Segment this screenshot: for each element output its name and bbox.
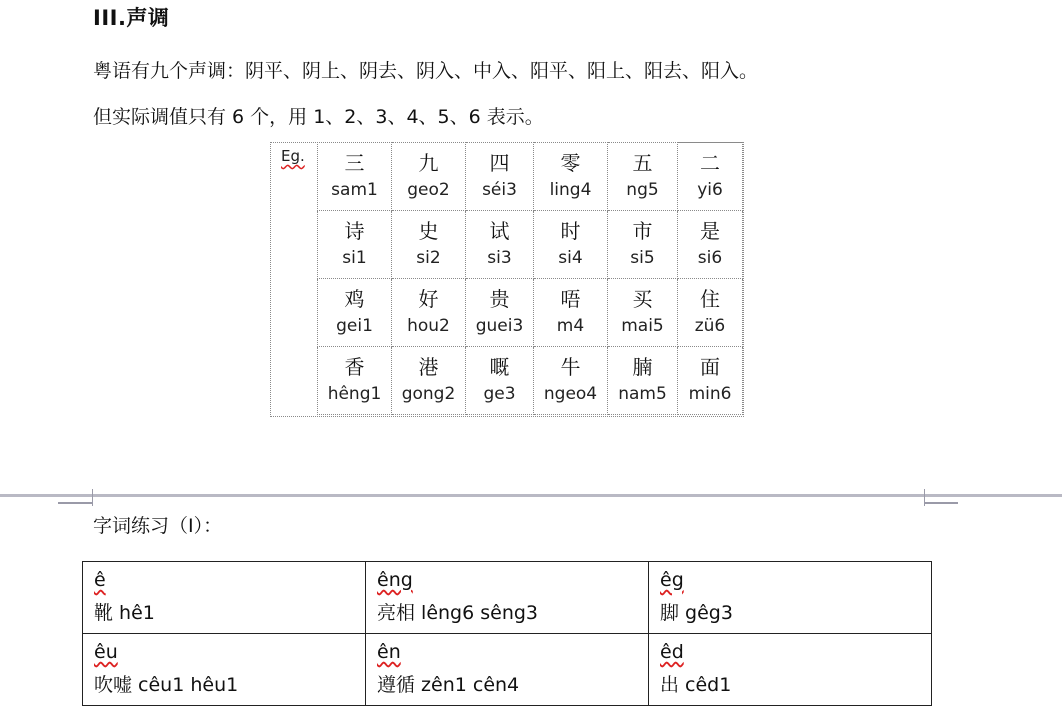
tone-char: 九 [418, 151, 439, 175]
tone-romanization: yi6 [697, 180, 723, 200]
tone-romanization: gei1 [336, 316, 373, 336]
tone-char: 五 [632, 151, 653, 175]
tone-cell [392, 143, 466, 211]
tone-char: 买 [632, 287, 653, 311]
tone-cell [534, 279, 608, 347]
tone-romanization: ng5 [626, 180, 659, 200]
tone-cell [678, 211, 743, 279]
tone-row [318, 279, 743, 347]
tone-romanization: sam1 [331, 180, 378, 200]
tone-char: 住 [700, 287, 720, 311]
paragraph-tone-values: 但实际调值只有 6 个，用 1、2、3、4、5、6 表示。 [93, 106, 544, 128]
tone-cell [534, 211, 608, 279]
example-word: 吹嘘 cêu1 hêu1 [94, 674, 239, 696]
syllable: êd [660, 641, 684, 663]
tone-char: 好 [418, 287, 439, 311]
tone-romanization: mai5 [621, 316, 664, 336]
tone-char: 试 [489, 219, 510, 243]
tone-row [318, 143, 743, 211]
tone-row [318, 347, 743, 415]
tone-romanization: si4 [558, 248, 583, 268]
tone-char: 牛 [560, 355, 581, 379]
tone-cell [678, 143, 743, 211]
tone-romanization: hêng1 [327, 384, 382, 404]
table-row [83, 562, 932, 634]
tone-romanization: nam5 [618, 384, 667, 404]
page-corner-mark [924, 489, 958, 503]
tone-grid [317, 142, 743, 415]
tone-cell [466, 347, 534, 415]
example-word: 脚 gêg3 [660, 602, 733, 624]
tone-cell [608, 211, 678, 279]
tone-cell [678, 347, 743, 415]
page-corner-mark [92, 497, 93, 506]
practice-cell [83, 634, 366, 706]
page-corner-mark [924, 497, 925, 506]
tone-romanization: m4 [556, 316, 585, 336]
table-row [83, 634, 932, 706]
tone-char: 香 [344, 355, 365, 379]
tone-cell [392, 211, 466, 279]
practice-title: 字词练习（I）： [93, 515, 223, 537]
practice-cell [649, 634, 932, 706]
tone-cell [466, 279, 534, 347]
page-break [0, 494, 1062, 497]
syllable: ê [94, 569, 106, 591]
page-corner-mark [58, 489, 92, 503]
tone-cell [534, 347, 608, 415]
tone-cell [392, 279, 466, 347]
tone-cell [608, 143, 678, 211]
tone-romanization: si6 [697, 248, 723, 268]
tone-romanization: si3 [487, 248, 512, 268]
tone-cell [318, 211, 392, 279]
page-corner-mark [924, 503, 958, 517]
tone-char: 零 [560, 151, 581, 175]
tone-char: 史 [418, 219, 439, 243]
tone-cell [466, 211, 534, 279]
tone-romanization: si5 [630, 248, 655, 268]
syllable: ên [377, 641, 401, 663]
section-heading: III.声调 [93, 6, 170, 30]
tone-romanization: ge3 [483, 384, 516, 404]
practice-cell [366, 562, 649, 634]
practice-cell [649, 562, 932, 634]
tone-cell [608, 279, 678, 347]
example-word: 遵循 zên1 cên4 [377, 674, 520, 696]
tone-row [318, 211, 743, 279]
tone-cell [392, 347, 466, 415]
tone-char: 嘅 [489, 355, 510, 379]
tone-cell [678, 279, 743, 347]
tone-cell [318, 143, 392, 211]
tone-char: 四 [489, 151, 510, 175]
tone-char: 三 [344, 151, 365, 175]
tone-cell [608, 347, 678, 415]
tone-char: 诗 [344, 219, 365, 243]
tone-char: 腩 [632, 355, 653, 379]
example-word: 靴 hê1 [94, 602, 155, 624]
tone-char: 市 [632, 219, 653, 243]
tone-romanization: ling4 [549, 180, 592, 200]
eg-label: Eg. [281, 147, 305, 165]
example-word: 出 cêd1 [660, 674, 732, 696]
tone-example-table [270, 142, 744, 417]
example-word: 亮相 lêng6 sêng3 [377, 602, 539, 624]
syllable: êng [377, 569, 413, 591]
tone-char: 时 [560, 219, 581, 243]
paragraph-tone-list: 粤语有九个声调：阴平、阴上、阴去、阴入、中入、阳平、阳上、阳去、阳入。 [93, 60, 759, 82]
tone-char: 鸡 [344, 287, 365, 311]
tone-cell [318, 279, 392, 347]
tone-char: 港 [418, 355, 439, 379]
page-corner-mark [58, 503, 92, 517]
tone-char: 贵 [489, 287, 510, 311]
tone-char: 是 [700, 219, 720, 243]
tone-romanization: gong2 [401, 384, 456, 404]
practice-cell [366, 634, 649, 706]
tone-romanization: si1 [342, 248, 367, 268]
tone-romanization: séi3 [482, 180, 517, 200]
tone-romanization: zü6 [694, 316, 726, 336]
tone-romanization: guei3 [475, 316, 524, 336]
tone-romanization: min6 [688, 384, 732, 404]
tone-romanization: si2 [416, 248, 441, 268]
tone-char: 唔 [560, 287, 581, 311]
tone-romanization: geo2 [407, 180, 450, 200]
tone-cell [318, 347, 392, 415]
tone-romanization: hou2 [407, 316, 450, 336]
syllable: êu [94, 641, 118, 663]
tone-cell [466, 143, 534, 211]
syllable: êg [660, 569, 684, 591]
tone-cell [534, 143, 608, 211]
tone-char: 面 [700, 355, 720, 379]
tone-char: 二 [700, 151, 720, 175]
practice-table [82, 561, 932, 706]
tone-romanization: ngeo4 [543, 384, 598, 404]
practice-cell [83, 562, 366, 634]
